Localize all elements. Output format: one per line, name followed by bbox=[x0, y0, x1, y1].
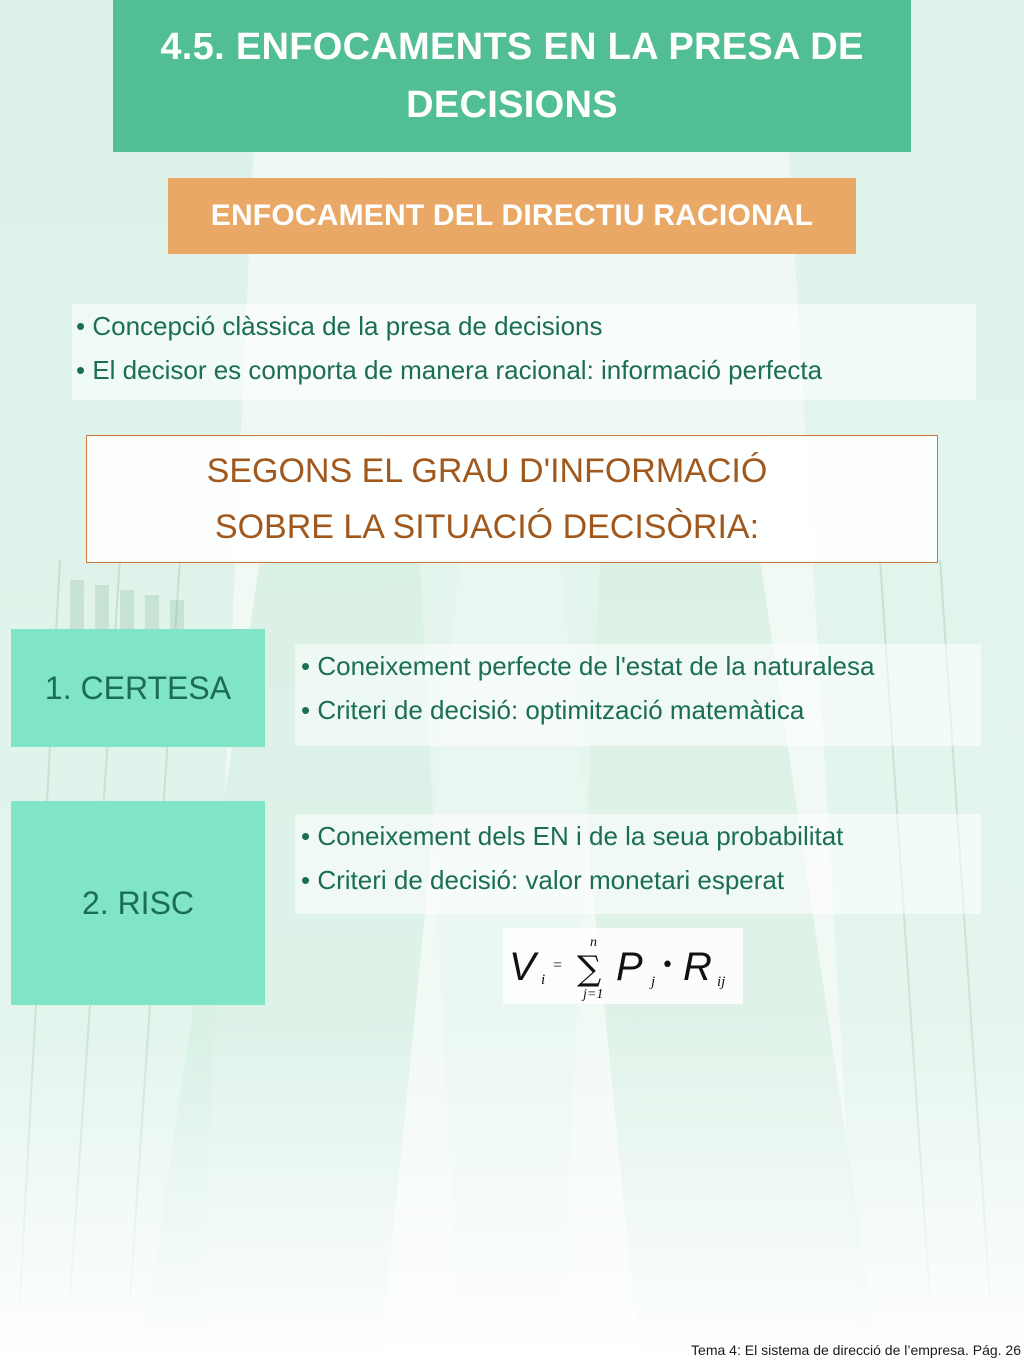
formula-upper-n: n bbox=[590, 935, 597, 950]
information-level-box bbox=[86, 435, 938, 563]
expected-value-formula bbox=[503, 928, 743, 1004]
information-level-line1: SEGONS EL GRAU D'INFORMACIÓ bbox=[206, 452, 768, 490]
category-certesa-box bbox=[11, 629, 265, 747]
risc-bullet-list bbox=[295, 814, 981, 914]
category-risc-box bbox=[11, 801, 265, 1005]
intro-bullet-2: • El decisor es comporta de manera racional: informació perfecta bbox=[76, 355, 823, 385]
footer-topic: Tema 4 bbox=[691, 1342, 737, 1358]
formula-equals: = bbox=[553, 957, 563, 974]
risc-bullet-1: • Coneixement dels EN i de la seua probabilitat bbox=[301, 821, 844, 851]
subtitle-text: ENFOCAMENT DEL DIRECTIU RACIONAL bbox=[210, 199, 814, 232]
certesa-bullet-list bbox=[295, 644, 981, 746]
formula-sub-ij: ij bbox=[717, 974, 726, 990]
subtitle-banner bbox=[168, 178, 856, 254]
category-risc-label: 2. RISC bbox=[81, 884, 195, 921]
footer-page-info: : El sistema de direcció de l’empresa. Pág. 26 bbox=[736, 1342, 1021, 1358]
formula-v: V bbox=[509, 945, 536, 989]
page-title-line2: DECISIONS bbox=[406, 84, 618, 126]
risc-bullet-2: • Criteri de decisió: valor monetari esperat bbox=[301, 865, 785, 895]
certesa-bullet-1: • Coneixement perfecte de l'estat de la naturalesa bbox=[301, 651, 875, 681]
formula-p: P bbox=[616, 945, 643, 989]
page-title bbox=[160, 18, 863, 134]
formula-r: R bbox=[683, 945, 712, 989]
category-certesa-label: 1. CERTESA bbox=[44, 669, 232, 706]
certesa-bullet-2: • Criteri de decisió: optimització matemàtica bbox=[301, 695, 805, 725]
footer bbox=[636, 1342, 1021, 1358]
intro-bullet-1: • Concepció clàssica de la presa de decisions bbox=[76, 311, 603, 341]
formula-graphic bbox=[503, 928, 743, 1004]
page-title-line1: 4.5. ENFOCAMENTS EN LA PRESA DE bbox=[160, 26, 864, 68]
formula-sub-i: i bbox=[541, 972, 546, 988]
formula-lower-j1: j=1 bbox=[583, 987, 604, 1002]
formula-dot: • bbox=[661, 953, 674, 978]
intro-bullet-list bbox=[72, 304, 976, 400]
information-level-line2: SOBRE LA SITUACIÓ DECISÒRIA: bbox=[214, 508, 760, 546]
title-banner bbox=[113, 0, 911, 152]
formula-sigma: ∑ bbox=[577, 949, 602, 989]
formula-sub-j: j bbox=[651, 974, 656, 990]
